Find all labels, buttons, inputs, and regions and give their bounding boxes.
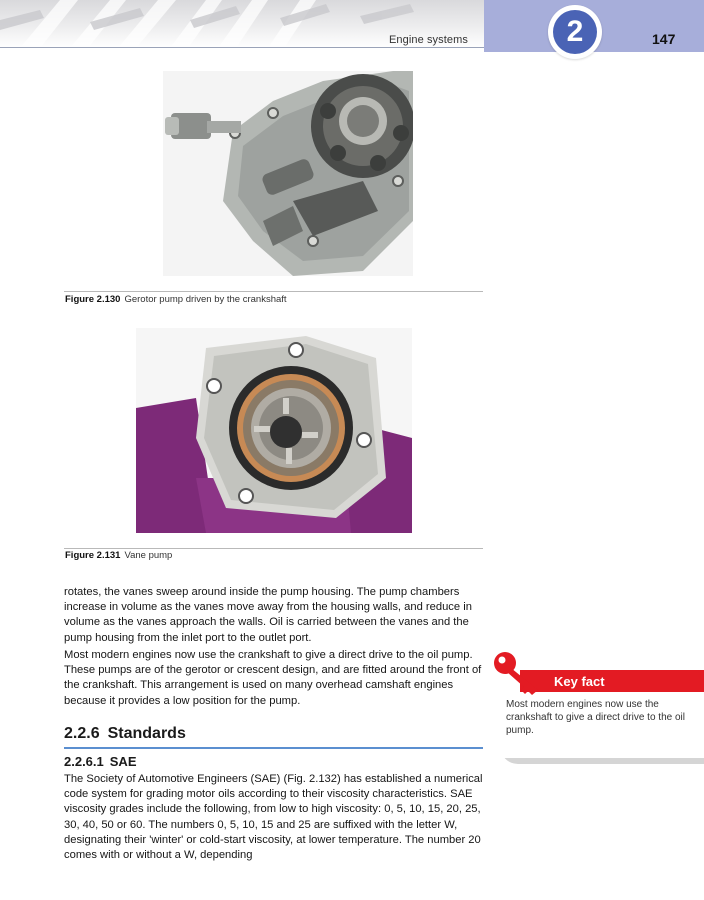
chapter-number-badge: 2 bbox=[553, 10, 597, 54]
figure-2-131-image bbox=[136, 328, 412, 533]
figure-2-130-rule bbox=[64, 291, 483, 292]
figure-2-131-caption bbox=[65, 550, 172, 561]
body-paragraph-3: The Society of Automotive Engineers (SAE) (Fig. 2.132) has established a numerical code system for grading motor oils according to their viscosity characteristics. SAE viscosity grades include the following, from low to high viscosity: 0, 5, 10, 15, 20, 25, 30, 40, 50 or 60. The numbers 0, 5, 10, 15 and 25 are suffixed with the letter W, designating their 'winter' or cold-start viscosity, at lower temperature. The number 20 comes with or without a W, depending bbox=[64, 773, 483, 862]
key-fact-title: Key fact bbox=[554, 674, 605, 689]
page-number: 147 bbox=[652, 31, 676, 47]
figure-2-131-rule bbox=[64, 548, 483, 549]
figure-2-130-image bbox=[163, 71, 413, 276]
figure-caption-text: Vane pump bbox=[124, 550, 173, 561]
body-paragraph-1: rotates, the vanes sweep around inside the pump housing. The pump chambers increase in volume as the vanes move away from the housing walls, and reduce in volume as the vanes approach the walls. Oil is carried between the vanes and the pump housing from the inlet port to the outlet port. bbox=[64, 586, 472, 644]
body-paragraph-2: Most modern engines now use the crankshaft to give a direct drive to the oil pump. These pumps are of the gerotor or crescent design, and are fitted around the front of the crankshaft. This arrangement is used on many overhead camshaft engines because it provides a low position for the pump. bbox=[64, 649, 482, 707]
header-rule bbox=[0, 47, 484, 48]
figure-2-130-caption bbox=[65, 294, 287, 305]
figure-label: Figure 2.131 bbox=[65, 550, 121, 561]
figure-label: Figure 2.130 bbox=[65, 294, 121, 305]
section-number: 2.2.6 bbox=[64, 725, 100, 742]
section-rule bbox=[64, 747, 483, 749]
subsection-heading bbox=[64, 754, 137, 769]
subsection-title: SAE bbox=[109, 754, 137, 769]
subsection-number: 2.2.6.1 bbox=[64, 754, 104, 769]
key-fact-text: Most modern engines now use the crankshaft to give a direct drive to the oil pump. bbox=[506, 699, 685, 736]
running-head: Engine systems bbox=[388, 34, 468, 46]
section-heading bbox=[64, 725, 186, 743]
key-icon bbox=[492, 650, 550, 696]
section-title: Standards bbox=[107, 725, 186, 742]
figure-caption-text: Gerotor pump driven by the crankshaft bbox=[124, 294, 287, 305]
